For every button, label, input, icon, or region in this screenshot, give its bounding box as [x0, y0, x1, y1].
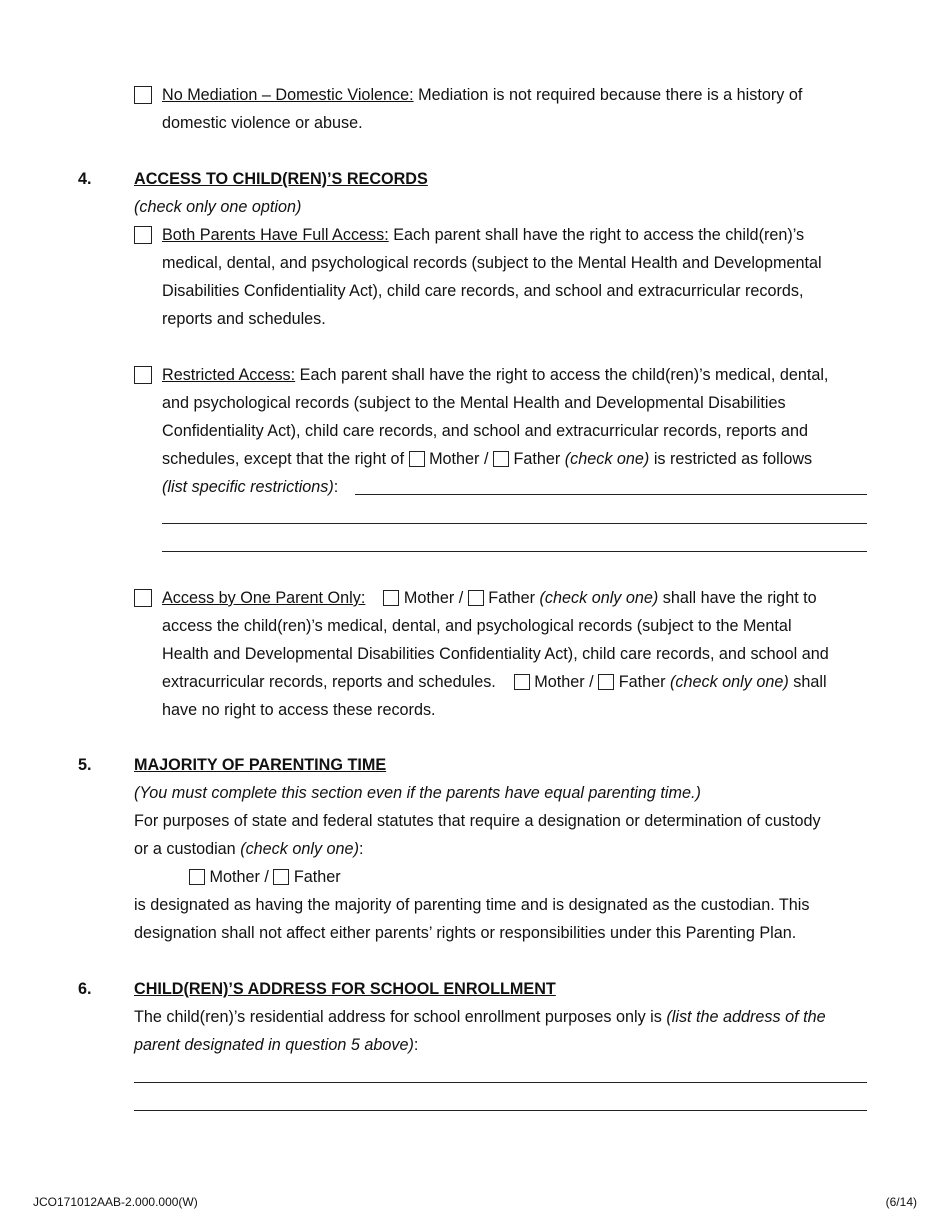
restricted-line-5: (list specific restrictions):	[162, 478, 339, 496]
one-parent-line-2: access the child(ren)’s medical, dental, and psychological records (subject to the Mental	[162, 617, 792, 635]
section-6-line-2: parent designated in question 5 above):	[134, 1036, 419, 1054]
restricted-mother-checkbox[interactable]	[409, 451, 425, 467]
restricted-line-4: schedules, except that the right of Mother / Father (check one) is restricted as follows	[162, 450, 813, 468]
section-5-line-1: For purposes of state and federal statutes that require a designation or determination of custody	[134, 812, 821, 830]
no-access-father-checkbox[interactable]	[598, 674, 614, 690]
restricted-title: Restricted Access:	[162, 366, 296, 384]
both-parents-line-4: reports and schedules.	[162, 310, 326, 328]
one-parent-mother-checkbox[interactable]	[383, 590, 399, 606]
section-4-number: 4.	[78, 170, 92, 188]
no-mediation-title: No Mediation – Domestic Violence:	[162, 86, 414, 104]
custodian-father-checkbox[interactable]	[273, 869, 289, 885]
one-parent-line-5: have no right to access these records.	[162, 701, 436, 719]
form-code: JCO171012AAB-2.000.000(W)	[33, 1195, 198, 1209]
restrictions-input-line-2[interactable]	[162, 523, 867, 524]
page-number: (6/14)	[885, 1195, 917, 1209]
both-parents-checkbox[interactable]	[134, 226, 152, 244]
section-4-heading: ACCESS TO CHILD(REN)’S RECORDS	[134, 170, 428, 188]
no-mediation-checkbox[interactable]	[134, 86, 152, 104]
one-parent-line-1: Access by One Parent Only: Mother / Father (check only one) shall have the right to	[162, 589, 817, 607]
restricted-access-checkbox[interactable]	[134, 366, 152, 384]
section-5-line-4: designation shall not affect either parents’ rights or responsibilities under this Parenting Plan.	[134, 924, 797, 942]
restricted-father-checkbox[interactable]	[493, 451, 509, 467]
section-5-heading: MAJORITY OF PARENTING TIME	[134, 756, 387, 774]
section-5-line-3: is designated as having the majority of parenting time and is designated as the custodian. This	[134, 896, 810, 914]
address-input-line-1[interactable]	[134, 1082, 867, 1083]
section-6-number: 6.	[78, 980, 92, 998]
both-parents-line-1: Both Parents Have Full Access: Each parent shall have the right to access the child(ren)’s	[162, 226, 805, 244]
section-6-line-1: The child(ren)’s residential address for school enrollment purposes only is (list the address of the	[134, 1008, 826, 1026]
custodian-mother-checkbox[interactable]	[189, 869, 205, 885]
no-mediation-line-2: domestic violence or abuse.	[162, 114, 363, 132]
custodian-choice: Mother / Father	[189, 865, 341, 889]
both-parents-line-2: medical, dental, and psychological records (subject to the Mental Health and Developmental	[162, 254, 822, 272]
section-5-instruction: (You must complete this section even if the parents have equal parenting time.)	[134, 784, 701, 802]
both-parents-line-3: Disabilities Confidentiality Act), child care records, and school and extracurricular records,	[162, 282, 804, 300]
one-parent-line-3: Health and Developmental Disabilities Confidentiality Act), child care records, and school and	[162, 645, 829, 663]
restricted-line-1: Restricted Access: Each parent shall have the right to access the child(ren)’s medical, dental,	[162, 366, 829, 384]
no-mediation-line-1: No Mediation – Domestic Violence: Mediation is not required because there is a history of	[162, 86, 803, 104]
section-4-instruction: (check only one option)	[134, 198, 302, 216]
both-parents-title: Both Parents Have Full Access:	[162, 226, 389, 244]
restricted-line-3: Confidentiality Act), child care records, and school and extracurricular records, reports and	[162, 422, 809, 440]
one-parent-line-4: extracurricular records, reports and schedules. Mother / Father (check only one) shall	[162, 673, 827, 691]
one-parent-title: Access by One Parent Only:	[162, 589, 366, 607]
restricted-line-2: and psychological records (subject to the Mental Health and Developmental Disabilities	[162, 394, 786, 412]
section-6-heading: CHILD(REN)’S ADDRESS FOR SCHOOL ENROLLMENT	[134, 980, 556, 998]
one-parent-father-checkbox[interactable]	[468, 590, 484, 606]
section-5-number: 5.	[78, 756, 92, 774]
one-parent-checkbox[interactable]	[134, 589, 152, 607]
address-input-line-2[interactable]	[134, 1110, 867, 1111]
restrictions-input-line-1[interactable]	[355, 494, 867, 495]
section-5-line-2: or a custodian (check only one):	[134, 840, 364, 858]
no-access-mother-checkbox[interactable]	[514, 674, 530, 690]
restrictions-input-line-3[interactable]	[162, 551, 867, 552]
